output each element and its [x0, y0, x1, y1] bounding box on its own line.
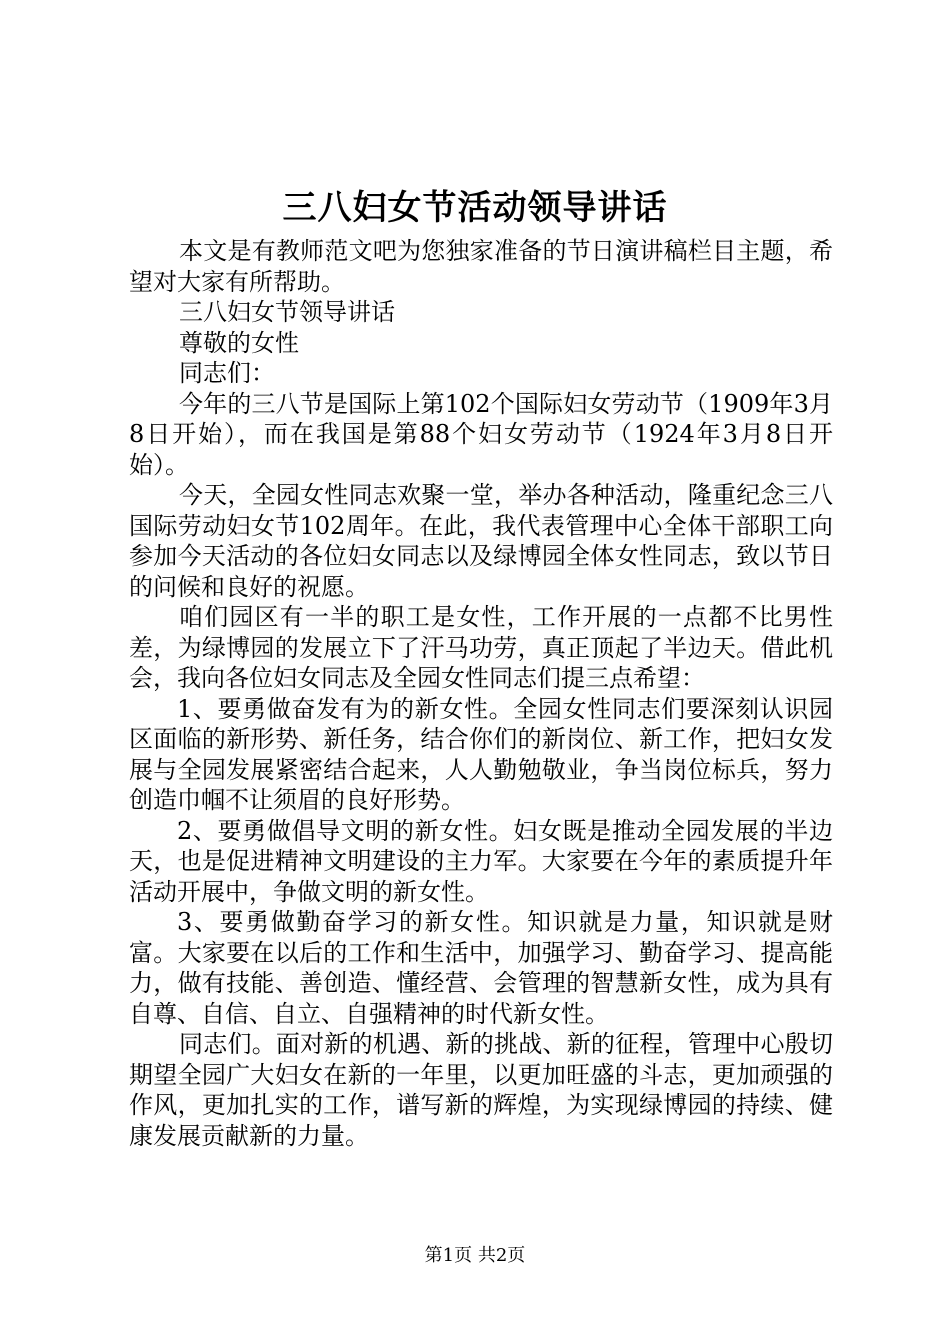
body-paragraph: 咱们园区有一半的职工是女性，工作开展的一点都不比男性差，为绿博园的发展立下了汗马功劳，真正顶起了半边天。借此机会，我向各位妇女同志及全园女性同志们提三点希望：	[129, 603, 833, 692]
document-title: 三八妇女节活动领导讲话	[282, 188, 668, 228]
document-body	[129, 236, 833, 1151]
numbered-point: 1、要勇做奋发有为的新女性。全园女性同志们要深刻认识园区面临的新形势、新任务，结合你们的新岗位、新工作，把妇女发展与全园发展紧密结合起来，人人勤勉敬业，争当岗位标兵，努力创造巾帼不让须眉的良好形势。	[129, 694, 833, 814]
salutation-line: 同志们：	[179, 359, 275, 387]
salutation-line: 尊敬的女性	[179, 328, 299, 357]
intro-paragraph: 本文是有教师范文吧为您独家准备的节日演讲稿栏目主题，希望对大家有所帮助。	[129, 237, 833, 296]
speech-heading: 三八妇女节领导讲话	[179, 298, 395, 326]
body-paragraph: 今天，全园女性同志欢聚一堂，举办各种活动，隆重纪念三八国际劳动妇女节102周年。在此，我代表管理中心全体干部职工向参加今天活动的各位妇女同志以及绿博园全体女性同志，致以节日的问候和良好的祝愿。	[129, 481, 833, 601]
numbered-point: 2、要勇做倡导文明的新女性。妇女既是推动全园发展的半边天，也是促进精神文明建设的主力军。大家要在今年的素质提升年活动开展中，争做文明的新女性。	[129, 816, 833, 906]
page-number-footer: 第1页 共2页	[424, 1245, 526, 1266]
closing-paragraph: 同志们。面对新的机遇、新的挑战、新的征程，管理中心殷切期望全园广大妇女在新的一年里，以更加旺盛的斗志，更加顽强的作风，更加扎实的工作，谱写新的辉煌，为实现绿博园的持续、健康发展贡献新的力量。	[129, 1030, 833, 1150]
body-paragraph: 今年的三八节是国际上第102个国际妇女劳动节（1909年3月8日开始），而在我国是第88个妇女劳动节（1924年3月8日开始）。	[129, 389, 833, 479]
numbered-point: 3、要勇做勤奋学习的新女性。知识就是力量，知识就是财富。大家要在以后的工作和生活中，加强学习、勤奋学习、提高能力，做有技能、善创造、懂经营、会管理的智慧新女性，成为具有自尊、自信、自立、自强精神的时代新女性。	[129, 908, 833, 1028]
